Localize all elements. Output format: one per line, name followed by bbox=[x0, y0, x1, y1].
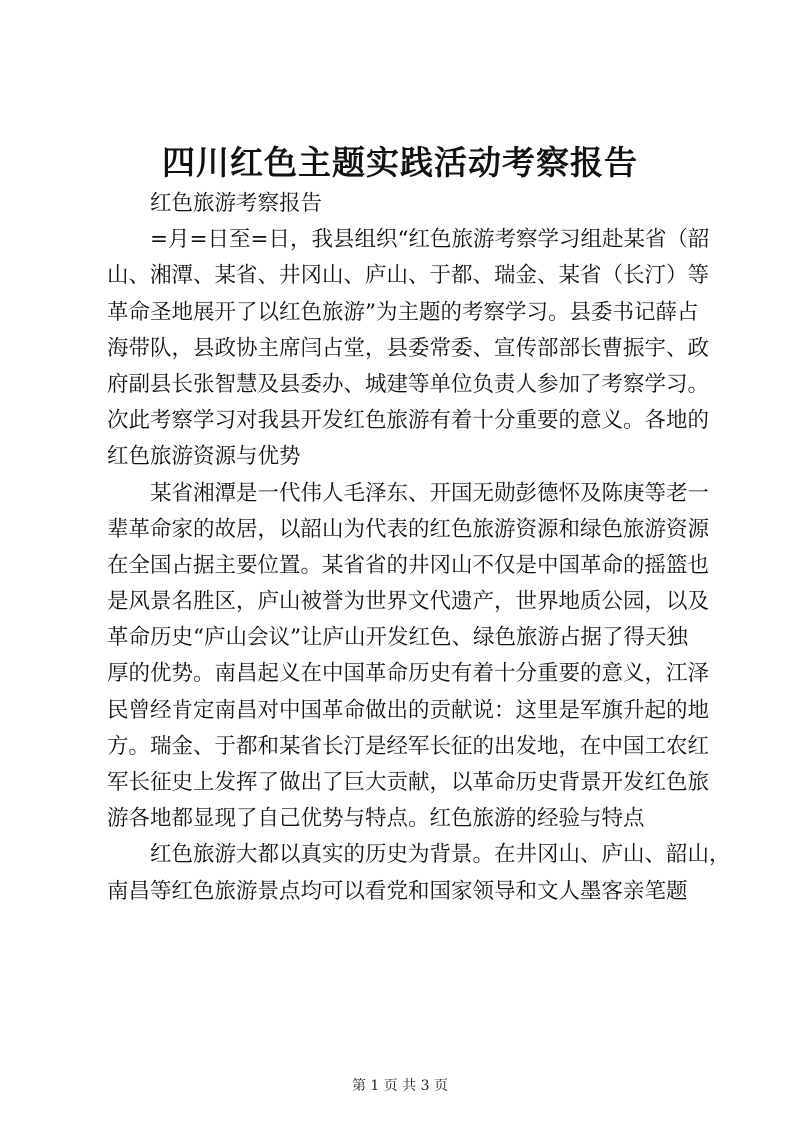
paragraph-line: 红色旅游大都以真实的历史为背景。在井冈山、庐山、韶山， bbox=[150, 842, 731, 868]
paragraph-line: 革命圣地展开了以红色旅游”为主题的考察学习。县委书记薛占 bbox=[107, 299, 699, 325]
paragraph-line: 民曾经肯定南昌对中国革命做出的贡献说：这里是军旗升起的地 bbox=[107, 697, 710, 723]
paragraph-line: 在全国占据主要位置。某省省的井冈山不仅是中国革命的摇篮也 bbox=[107, 552, 710, 578]
paragraph-line: 是风景名胜区，庐山被誉为世界文代遗产，世界地质公园，以及 bbox=[107, 589, 710, 615]
paragraph-line: 游各地都显现了自己优势与特点。红色旅游的经验与特点 bbox=[107, 806, 645, 832]
paragraph-line: 南昌等红色旅游景点均可以看党和国家领导和文人墨客亲笔题 bbox=[107, 878, 688, 904]
paragraph-line: 厚的优势。南昌起义在中国革命历史有着十分重要的意义，江泽 bbox=[107, 661, 710, 687]
paragraph-line: 府副县长张智慧及县委办、城建等单位负责人参加了考察学习。 bbox=[107, 371, 710, 397]
document-title: 四川红色主题实践活动考察报告 bbox=[162, 143, 638, 182]
paragraph-line: 方。瑞金、于都和某省长汀是经军长征的出发地，在中国工农红 bbox=[107, 733, 710, 759]
page-footer: 第 1 页 共 3 页 bbox=[351, 1078, 449, 1094]
paragraph-line: 山、湘潭、某省、井冈山、庐山、于都、瑞金、某省（长汀）等 bbox=[107, 263, 710, 289]
paragraph-line: 辈革命家的故居，以韶山为代表的红色旅游资源和绿色旅游资源 bbox=[107, 516, 710, 542]
paragraph-line: 海带队，县政协主席闫占堂，县委常委、宣传部部长曹振宇、政 bbox=[107, 335, 710, 361]
section-heading-line: 红色旅游资源与优势 bbox=[107, 444, 301, 470]
paragraph-line: 某省湘潭是一代伟人毛泽东、开国无勋彭德怀及陈庚等老一 bbox=[150, 480, 710, 506]
subtitle-line: 红色旅游考察报告 bbox=[150, 191, 323, 216]
document-body bbox=[107, 186, 731, 910]
paragraph-line: =月=日至=日，我县组织“红色旅游考察学习组赴某省（韶 bbox=[150, 227, 710, 253]
paragraph-line: 革命历史“庐山会议”让庐山开发红色、绿色旅游占据了得天独 bbox=[107, 625, 688, 651]
paragraph-line: 次此考察学习对我县开发红色旅游有着十分重要的意义。各地的 bbox=[107, 408, 710, 434]
paragraph-line: 军长征史上发挥了做出了巨大贡献，以革命历史背景开发红色旅 bbox=[107, 770, 710, 795]
